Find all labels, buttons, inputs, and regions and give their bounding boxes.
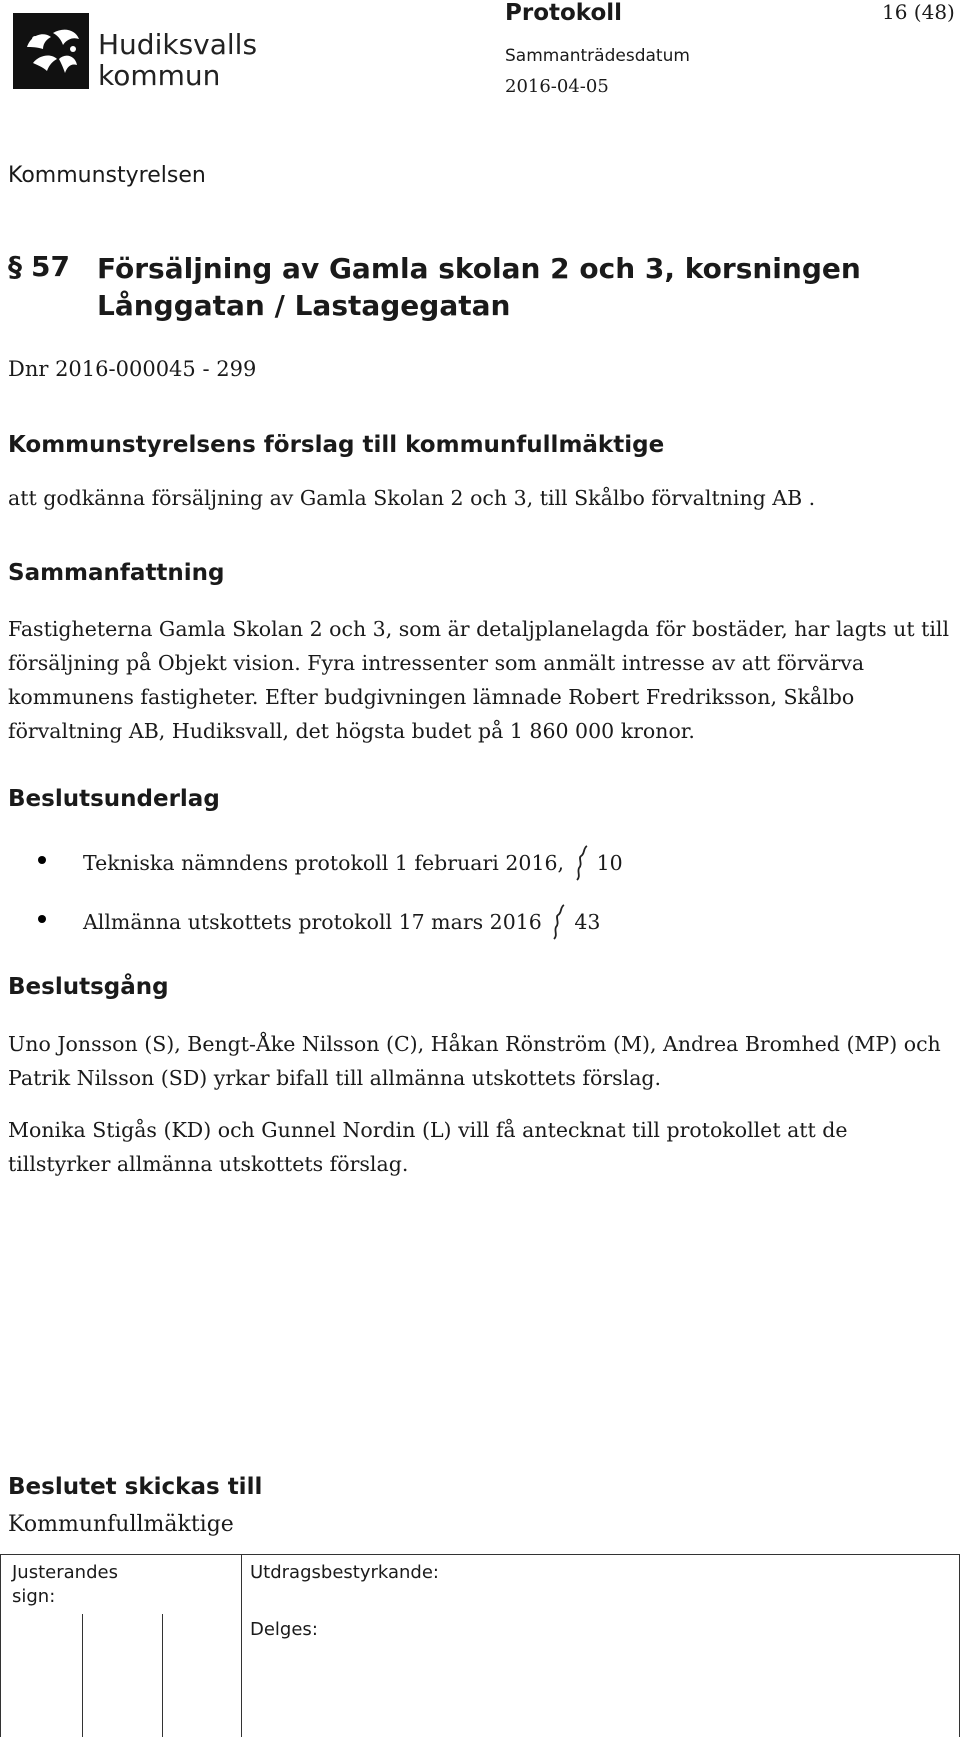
procedure-heading: Beslutsgång [8,974,169,1000]
basis-item-ref: 10 [596,851,623,875]
document-type: Protokoll [505,0,623,26]
footer-divider [162,1614,163,1737]
section-symbol: § [8,250,22,283]
basis-heading: Beslutsunderlag [8,786,220,812]
footer-divider [0,1554,1,1737]
page-number: 16 (48) [882,0,955,24]
basis-item-text: Allmänna utskottets protokoll 17 mars 2016 [83,910,542,934]
proposal-heading: Kommunstyrelsens förslag till kommunfullmäktige [8,432,665,458]
adjusters-sign-label: Justerandes sign: [12,1562,118,1607]
procedure-paragraph-1: Uno Jonsson (S), Bengt-Åke Nilsson (C), Håkan Rönström (M), Andrea Bromhed (MP) och Patrik Nilsson (SD) yrkar bifall till allmänna utskottets förslag. [8,1032,941,1090]
committee-name: Kommunstyrelsen [8,163,206,188]
paragraph-mark-icon [575,844,589,882]
item-number: 57 [31,250,70,283]
summary-text: Fastigheterna Gamla Skolan 2 och 3, som är detaljplanelagda för bostäder, har lagts ut till försäljning på Objekt vision. Fyra intressenter som anmält intresse av att förvärva kommunens fastigheter. Efter budgivningen lämnade Robert Fredriksson, Skålbo förvaltning AB, Hudiksvall, det högsta budet på 1 860 000 kronor. [8,617,950,743]
proposal-text: att godkänna försäljning av Gamla Skolan 2 och 3, till Skålbo förvaltning AB . [8,486,816,510]
summary-heading: Sammanfattning [8,560,225,586]
paragraph-mark-icon [552,903,566,941]
bullet-icon [38,856,46,864]
procedure-paragraph-2: Monika Stigås (KD) och Gunnel Nordin (L) vill få antecknat till protokollet att de tillstyrker allmänna utskottets förslag. [8,1118,848,1176]
sent-to-recipient: Kommunfullmäktige [8,1512,234,1537]
footer-divider [0,1554,960,1555]
meeting-date-label: Sammanträdesdatum [505,46,690,66]
municipality-logo-icon [13,13,89,89]
item-title: Försäljning av Gamla skolan 2 och 3, korsningen Långgatan / Lastagegatan [97,252,861,322]
meeting-date: 2016-04-05 [505,76,609,97]
bullet-icon [38,915,46,923]
sent-to-heading: Beslutet skickas till [8,1474,263,1500]
logo-wordmark [98,29,257,91]
case-number: Dnr 2016-000045 - 299 [8,357,257,381]
basis-item-ref: 43 [574,910,601,934]
footer-divider [82,1614,83,1737]
basis-item-text: Tekniska nämndens protokoll 1 februari 2016, [83,851,565,875]
excerpt-certification-label: Utdragsbestyrkande: [250,1562,439,1583]
logo-line-2: kommun [98,59,221,92]
signature-footer [0,1554,960,1737]
logo-line-1: Hudiksvalls [98,28,258,61]
delivered-label: Delges: [250,1619,318,1640]
footer-divider [241,1554,242,1737]
